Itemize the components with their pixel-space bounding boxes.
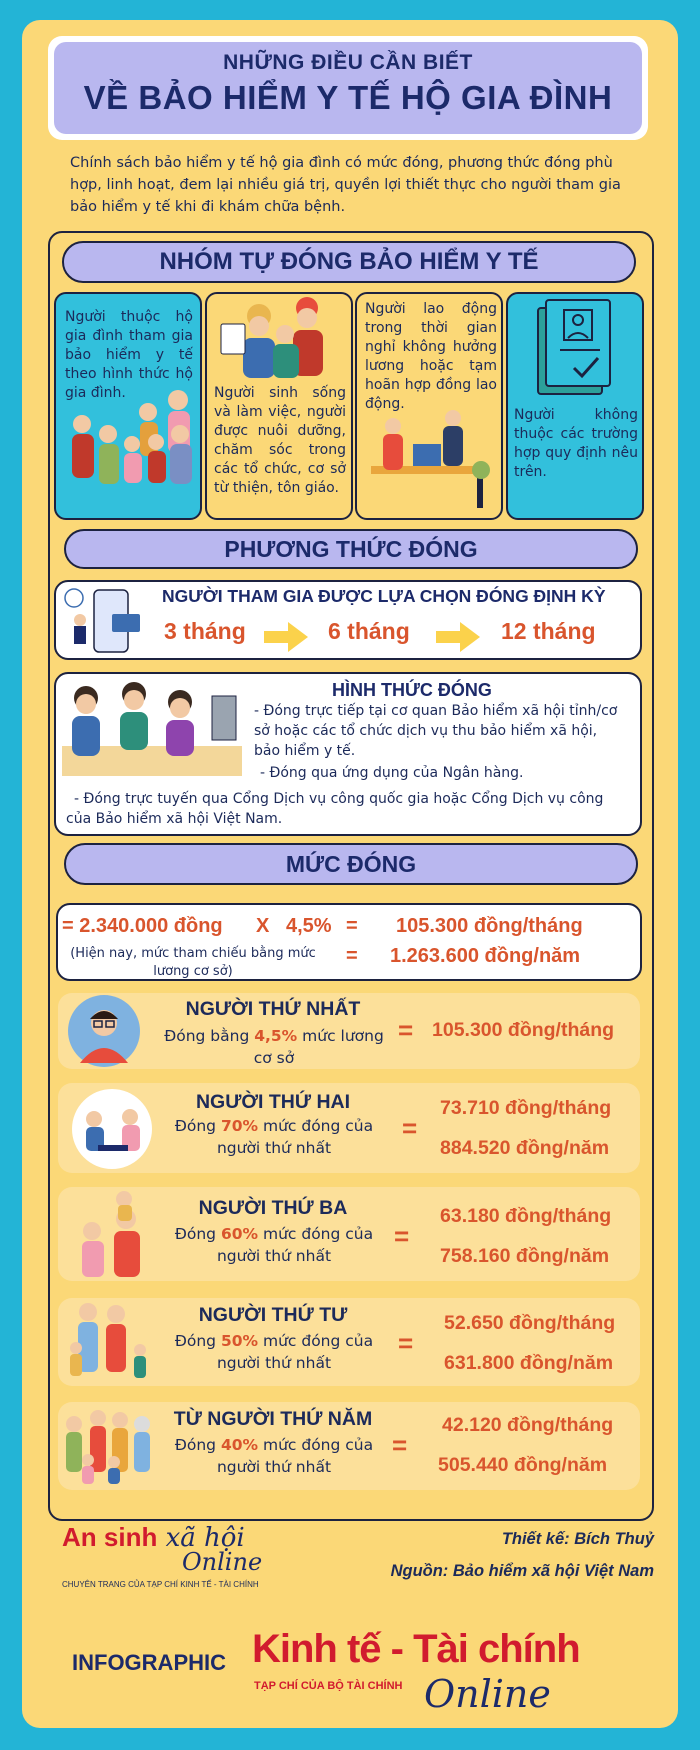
payment-form-line: bảo hiểm y tế. [254, 743, 356, 759]
formula-rate: 4,5% [286, 915, 332, 937]
payment-method-box [54, 672, 642, 836]
intro-text: Chính sách bảo hiểm y tế hộ gia đình có mức đóng, phương thức đóng phù hợp, linh hoạt, đem lại nhiều giá trị, quyền lợi thiết thực cho người tham gia bảo hiểm y tế khi đi khám chữa bệnh. [70, 155, 621, 215]
header-banner [54, 42, 642, 134]
desc-line2: người thứ nhất [216, 1139, 332, 1157]
payment-form-line: - Đóng qua ứng dụng của Ngân hàng. [260, 765, 524, 781]
equals-sign: = [394, 1221, 410, 1251]
person-card-third [58, 1187, 640, 1281]
desc-suffix: mức đóng của [258, 1332, 374, 1350]
equals-sign: = [392, 1430, 408, 1460]
group-text: Người thuộc hộ gia đình tham gia bảo hiểm y tế theo hình thức hộ gia đình. [65, 309, 193, 401]
header-title: VỀ BẢO HIỂM Y TẾ HỘ GIA ĐÌNH [83, 79, 613, 116]
desc-line2: cơ sở [253, 1049, 295, 1067]
percent-badge: 4,5% [254, 1027, 298, 1045]
family-of-three-illustration [64, 1187, 160, 1281]
group-card-household [54, 292, 202, 520]
header-card [48, 36, 648, 140]
percent-badge: 50% [220, 1332, 259, 1350]
person-name: NGƯỜI THỨ NHẤT [185, 998, 361, 1020]
formula-equals: = [346, 915, 358, 937]
person-card-first [58, 993, 640, 1069]
infographic-label: INFOGRAPHIC [72, 1650, 226, 1675]
brand-online: Online [182, 1548, 263, 1576]
desc-line2: người thứ nhất [216, 1247, 332, 1265]
desc-suffix: mức đóng của [258, 1436, 374, 1454]
payment-form-line: của Bảo hiểm xã hội Việt Nam. [66, 811, 283, 827]
formula-equals: = [346, 945, 358, 967]
percent-badge: 70% [220, 1117, 259, 1135]
brand-name-blue: xã hội [157, 1523, 245, 1553]
document-icon [508, 294, 644, 404]
formula-times: X [256, 915, 270, 937]
extended-family-illustration [58, 1402, 158, 1490]
desc-line2: người thứ nhất [216, 1354, 332, 1372]
percent-badge: 40% [220, 1436, 259, 1454]
person-yearly: 884.520 đồng/năm [440, 1137, 610, 1159]
equals-sign: = [402, 1113, 418, 1143]
percent-badge: 60% [220, 1225, 259, 1243]
formula-base: = 2.340.000 đồng [62, 915, 223, 937]
groups-section-title: NHÓM TỰ ĐÓNG BẢO HIỂM Y TẾ [62, 241, 636, 283]
magazine-logo: Kinh tế - Tài chính [252, 1627, 580, 1671]
person-yearly: 631.800 đồng/năm [444, 1352, 614, 1374]
payment-form-line: - Đóng trực tiếp tại cơ quan Bảo hiểm xã hội tỉnh/cơ [254, 703, 618, 719]
payment-form-line: - Đóng trực tuyến qua Cổng Dịch vụ công quốc gia hoặc Cổng Dịch vụ công [74, 791, 604, 807]
avatar [66, 993, 142, 1069]
formula-yearly: 1.263.600 đồng/năm [390, 945, 581, 967]
person-description [154, 1223, 394, 1267]
person-name: NGƯỜI THỨ HAI [195, 1091, 351, 1113]
header-subtitle: NHỮNG ĐIỀU CẦN BIẾT [223, 51, 473, 74]
person-name: NGƯỜI THỨ BA [198, 1197, 348, 1219]
arrow-right-icon [264, 622, 308, 652]
group-card-charity [205, 292, 353, 520]
period-6-months: 6 tháng [328, 618, 410, 644]
person-monthly: 105.300 đồng/tháng [432, 1019, 615, 1041]
workers-illustration [207, 294, 353, 384]
person-yearly: 505.440 đồng/năm [438, 1454, 608, 1476]
period-title: NGƯỜI THAM GIA ĐƯỢC LỰA CHỌN ĐÓNG ĐỊNH KỲ [162, 586, 606, 606]
payment-form-line: sở hoặc các tổ chức dịch vụ thu bảo hiểm xã hội, [254, 723, 598, 739]
formula-note-line: lương cơ sở) [153, 964, 233, 979]
magazine-online: Online [424, 1672, 551, 1716]
person-monthly: 73.710 đồng/tháng [440, 1097, 612, 1119]
person-description [154, 1330, 394, 1374]
person-description [154, 1025, 394, 1069]
desc-suffix: mức đóng của [258, 1225, 374, 1243]
person-monthly: 63.180 đồng/tháng [440, 1205, 612, 1227]
period-3-months: 3 tháng [164, 618, 246, 644]
formula-note-line: (Hiện nay, mức tham chiếu bằng mức [70, 946, 316, 961]
counter-illustration [62, 676, 242, 780]
period-12-months: 12 tháng [501, 618, 596, 644]
person-card-fourth [58, 1298, 640, 1386]
brand-subtitle: CHUYÊN TRANG CỦA TẠP CHÍ KINH TẾ - TÀI CHÍNH [62, 1580, 259, 1589]
desc-prefix: Đóng [174, 1117, 221, 1135]
family-of-four-illustration [62, 1298, 158, 1386]
desc-suffix: mức lương [297, 1027, 384, 1045]
couple-illustration [64, 1083, 160, 1173]
person-monthly: 42.120 đồng/tháng [442, 1414, 614, 1436]
formula-note [64, 945, 322, 981]
group-card-other [506, 292, 644, 520]
group-text: Người không thuộc các trường hợp quy định nêu trên. [514, 407, 638, 480]
period-box [54, 580, 642, 660]
person-name: TỪ NGƯỜI THỨ NĂM [173, 1408, 373, 1430]
person-yearly: 758.160 đồng/năm [440, 1245, 610, 1267]
person-monthly: 52.650 đồng/tháng [444, 1312, 616, 1334]
payment-form-title: HÌNH THỨC ĐÓNG [332, 680, 492, 700]
source-credit: Nguồn: Bảo hiểm xã hội Việt Nam [390, 1562, 654, 1580]
formula-box [56, 903, 642, 981]
magazine-subtitle: TẠP CHÍ CỦA BỘ TÀI CHÍNH [254, 1680, 403, 1692]
arrow-right-icon [436, 622, 480, 652]
desc-suffix: mức đóng của [258, 1117, 374, 1135]
desc-line2: người thứ nhất [216, 1458, 332, 1476]
method-section-title: PHƯƠNG THỨC ĐÓNG [64, 529, 638, 569]
designer-credit: Thiết kế: Bích Thuỷ [501, 1530, 654, 1548]
formula-monthly: 105.300 đồng/tháng [396, 915, 583, 937]
person-card-second [58, 1083, 640, 1173]
desc-prefix: Đóng [174, 1225, 221, 1243]
person-description [154, 1434, 394, 1478]
desc-prefix: Đóng [174, 1436, 221, 1454]
phone-payment-illustration [60, 584, 150, 660]
person-name: NGƯỜI THỨ TƯ [198, 1304, 348, 1326]
desc-prefix: Đóng bằng [164, 1027, 255, 1045]
group-card-workers [355, 292, 503, 520]
desc-prefix: Đóng [174, 1332, 221, 1350]
family-illustration [56, 294, 202, 520]
rate-section-title: MỨC ĐÓNG [64, 843, 638, 885]
office-illustration [357, 294, 503, 520]
group-text: Người lao động trong thời gian nghỉ không hưởng lương hoặc tạm hoãn hợp đồng lao động. [365, 301, 497, 412]
person-card-fifth [58, 1402, 640, 1490]
group-text: Người sinh sống và làm việc, người được nuôi dưỡng, chăm sóc trong các tổ chức, cơ sở từ thiện, tôn giáo. [214, 385, 346, 496]
equals-sign: = [398, 1328, 414, 1358]
brand-name-red: An sinh [62, 1522, 158, 1552]
equals-sign: = [398, 1015, 414, 1045]
person-description [154, 1115, 394, 1159]
